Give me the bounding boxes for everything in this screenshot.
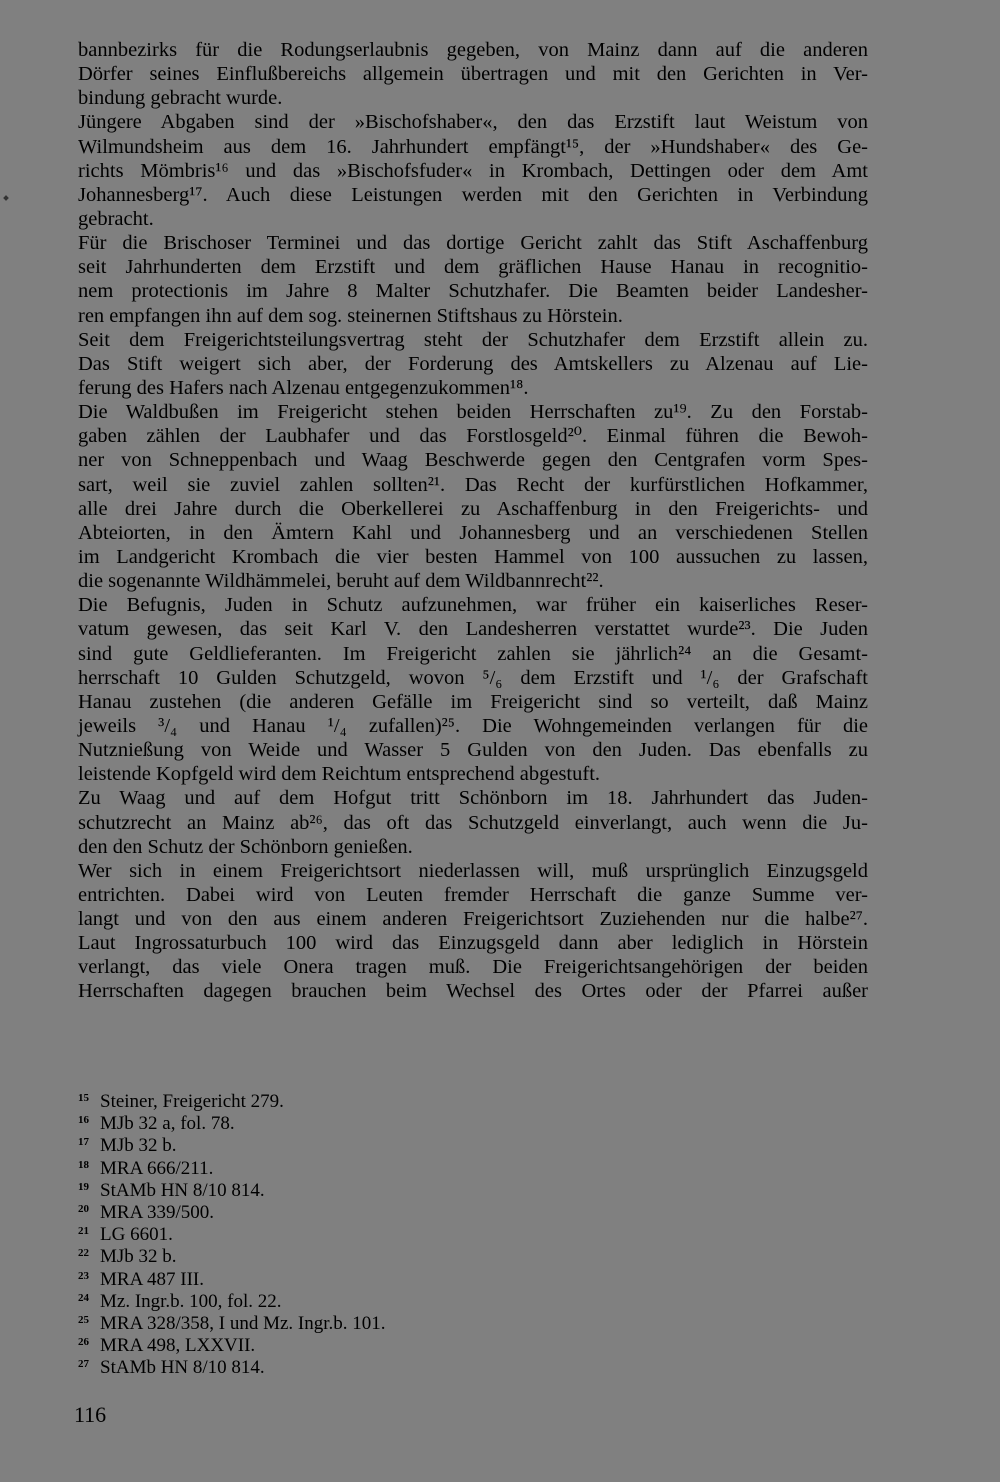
text-line: Jüngere Abgaben sind der »Bischofshaber«, den das Erzstift laut Weistum von bbox=[78, 111, 868, 134]
text-line: langt und von den aus einem anderen Freigerichtsort Zuziehenden nur die halbe²⁷. bbox=[78, 908, 868, 931]
text-line: vatum gewesen, das seit Karl V. den Landesherren verstattet wurde²³. Die Juden bbox=[78, 618, 868, 641]
text-line: Für die Brischoser Terminei und das dortige Gericht zahlt das Stift Aschaffenburg bbox=[78, 232, 868, 255]
text-line: Nutznießung von Weide und Wasser 5 Gulden von den Juden. Das ebenfalls zu bbox=[78, 739, 868, 762]
footnote-number: 18 bbox=[78, 1158, 89, 1171]
footnote-number: 20 bbox=[78, 1202, 89, 1215]
footnote bbox=[78, 1176, 678, 1201]
footnote-number: 17 bbox=[78, 1136, 89, 1149]
text-line: herrschaft 10 Gulden Schutzgeld, wovon ⁵/₆ dem Erzstift und ¹/₆ der Grafschaft bbox=[78, 666, 868, 689]
text-line: den den Schutz der Schönborn genießen. bbox=[78, 835, 413, 858]
text-line: entrichten. Dabei wird von Leuten fremder Herrschaft die ganze Summe ver- bbox=[78, 883, 868, 906]
text-line: Wer sich in einem Freigerichtsort niederlassen will, muß ursprünglich Einzugsgeld bbox=[78, 859, 868, 882]
footnote-text: MRA 666/211. bbox=[100, 1157, 214, 1179]
text-line: leistende Kopfgeld wird dem Reichtum entsprechend abgestuft. bbox=[78, 763, 601, 786]
footnote bbox=[78, 1287, 678, 1312]
footnotes bbox=[78, 1087, 678, 1379]
text-line: Wilmundsheim aus dem 16. Jahrhundert empfängt¹⁵, der »Hundshaber« des Ge- bbox=[78, 135, 868, 158]
text-line: Laut Ingrossaturbuch 100 wird das Einzugsgeld dann aber lediglich in Hörstein bbox=[78, 932, 868, 955]
footnote-text: MJb 32 b. bbox=[100, 1135, 177, 1157]
footnote-number: 23 bbox=[78, 1269, 89, 1282]
footnote-text: Steiner, Freigericht 279. bbox=[100, 1091, 284, 1112]
footnote bbox=[78, 1109, 678, 1135]
footnote-number: 24 bbox=[78, 1291, 89, 1304]
footnote bbox=[78, 1242, 678, 1268]
text-line: alle drei Jahre durch die Oberkellerei zu Aschaffenburg in den Freigerichts- und bbox=[78, 497, 868, 520]
footnote bbox=[78, 1353, 678, 1379]
text-line: ferung des Hafers nach Alzenau entgegenzukommen¹⁸. bbox=[78, 376, 529, 399]
text-line: verlangt, das viele Onera tragen muß. Die Freigerichtsangehörigen der beiden bbox=[78, 956, 868, 979]
footnote bbox=[78, 1265, 678, 1290]
footnote-text: MJb 32 a, fol. 78. bbox=[100, 1113, 235, 1135]
footnote bbox=[78, 1220, 678, 1246]
footnote-number: 26 bbox=[78, 1336, 89, 1349]
text-line: Johannesberg¹⁷. Auch diese Leistungen werden mit den Gerichten in Verbindung bbox=[78, 183, 868, 206]
footnote bbox=[78, 1309, 678, 1334]
text-line: die sogenannte Wildhämmelei, beruht auf dem Wildbannrecht²². bbox=[78, 570, 604, 593]
text-line: jeweils ³/₄ und Hanau ¹/₄ zufallen)²⁵. Die Wohngemeinden verlangen für die bbox=[78, 714, 868, 737]
footnote-number: 22 bbox=[78, 1247, 89, 1260]
text-line: ren empfangen ihn auf dem sog. steinernen Stiftshaus zu Hörstein. bbox=[78, 304, 623, 327]
text-line: schutzrecht an Mainz ab²⁶, das oft das Schutzgeld einverlangt, auch wenn die Ju- bbox=[78, 811, 868, 834]
text-line: Zu Waag und auf dem Hofgut tritt Schönborn im 18. Jahrhundert das Juden- bbox=[78, 787, 868, 810]
text-line: Dörfer seines Einflußbereichs allgemein übertragen und mit den Gerichten in Ver- bbox=[78, 63, 868, 86]
page-number: 116 bbox=[74, 1402, 107, 1427]
text-line: bannbezirks für die Rodungserlaubnis gegeben, von Mainz dann auf die anderen bbox=[78, 39, 868, 61]
footnote-number: 21 bbox=[78, 1225, 89, 1238]
text-line: Die Waldbußen im Freigericht stehen beiden Herrschaften zu¹⁹. Zu den Forstab- bbox=[78, 401, 868, 424]
text-line: Hanau zustehen (die anderen Gefälle im Freigericht sind so verteilt, daß Mainz bbox=[78, 690, 868, 713]
text-line: bindung gebracht wurde. bbox=[78, 87, 283, 110]
footnote bbox=[78, 1131, 678, 1157]
footnote-text: Mz. Ingr.b. 100, fol. 22. bbox=[100, 1290, 282, 1312]
text-line: sart, weil sie zuviel zahlen sollten²¹. Das Recht der kurfürstlichen Hofkammer, bbox=[78, 473, 868, 496]
footnote-text: MRA 498, LXXVII. bbox=[100, 1335, 256, 1357]
text-line: richts Mömbris¹⁶ und das »Bischofsfuder« in Krombach, Dettingen oder dem Amt bbox=[78, 159, 868, 182]
text-line: im Landgericht Krombach die vier besten Hammel von 100 aussuchen zu lassen, bbox=[78, 545, 868, 568]
footnote-number: 19 bbox=[78, 1180, 89, 1193]
text-line: gebracht. bbox=[78, 207, 154, 230]
text-line: Die Befugnis, Juden in Schutz aufzunehmen, war früher ein kaiserliches Reser- bbox=[78, 594, 868, 617]
footnote-text: StAMb HN 8/10 814. bbox=[100, 1357, 265, 1379]
text-line: nem protectionis im Jahre 8 Malter Schutzhafer. Die Beamten beider Landesher- bbox=[78, 280, 868, 303]
footnote-text: MRA 487 III. bbox=[100, 1268, 204, 1290]
footnote-text: MRA 339/500. bbox=[100, 1201, 215, 1223]
footnote bbox=[78, 1331, 678, 1357]
footnote-text: MJb 32 b. bbox=[100, 1246, 177, 1268]
text-line: Das Stift weigert sich aber, der Forderung des Amtskellers zu Alzenau auf Lie- bbox=[78, 352, 868, 375]
footnote bbox=[78, 1154, 678, 1179]
footnote-text: MRA 328/358, I und Mz. Ingr.b. 101. bbox=[100, 1312, 386, 1334]
footnote-text: StAMb HN 8/10 814. bbox=[100, 1179, 265, 1201]
body-text bbox=[78, 38, 868, 1004]
text-line: gaben zählen der Laubhafer und das Forstlosgeld²⁰. Einmal führen die Bewoh- bbox=[78, 425, 868, 448]
footnote-number: 25 bbox=[78, 1313, 89, 1326]
text-line: Herrschaften dagegen brauchen beim Wechsel des Ortes oder der Pfarrei außer bbox=[78, 980, 868, 1003]
footnote-text: LG 6601. bbox=[100, 1224, 173, 1246]
footnote bbox=[78, 1087, 678, 1112]
footnote bbox=[78, 1198, 678, 1223]
footnote-number: 27 bbox=[78, 1358, 89, 1371]
stray-mark bbox=[3, 195, 9, 201]
footnote-number: 15 bbox=[78, 1092, 89, 1104]
text-line: seit Jahrhunderten dem Erzstift und dem gräflichen Hause Hanau in recognitio- bbox=[78, 256, 868, 279]
text-line: sind gute Geldlieferanten. Im Freigericht zahlen sie jährlich²⁴ an die Gesamt- bbox=[78, 642, 868, 665]
text-line: Seit dem Freigerichtsteilungsvertrag steht der Schutzhafer dem Erzstift allein zu. bbox=[78, 328, 868, 351]
footnote-number: 16 bbox=[78, 1114, 89, 1127]
text-line: ner von Schneppenbach und Waag Beschwerde gegen den Centgrafen vorm Spes- bbox=[78, 449, 868, 472]
text-line: Abteiorten, in den Ämtern Kahl und Johannesberg und an verschiedenen Stellen bbox=[78, 521, 868, 544]
